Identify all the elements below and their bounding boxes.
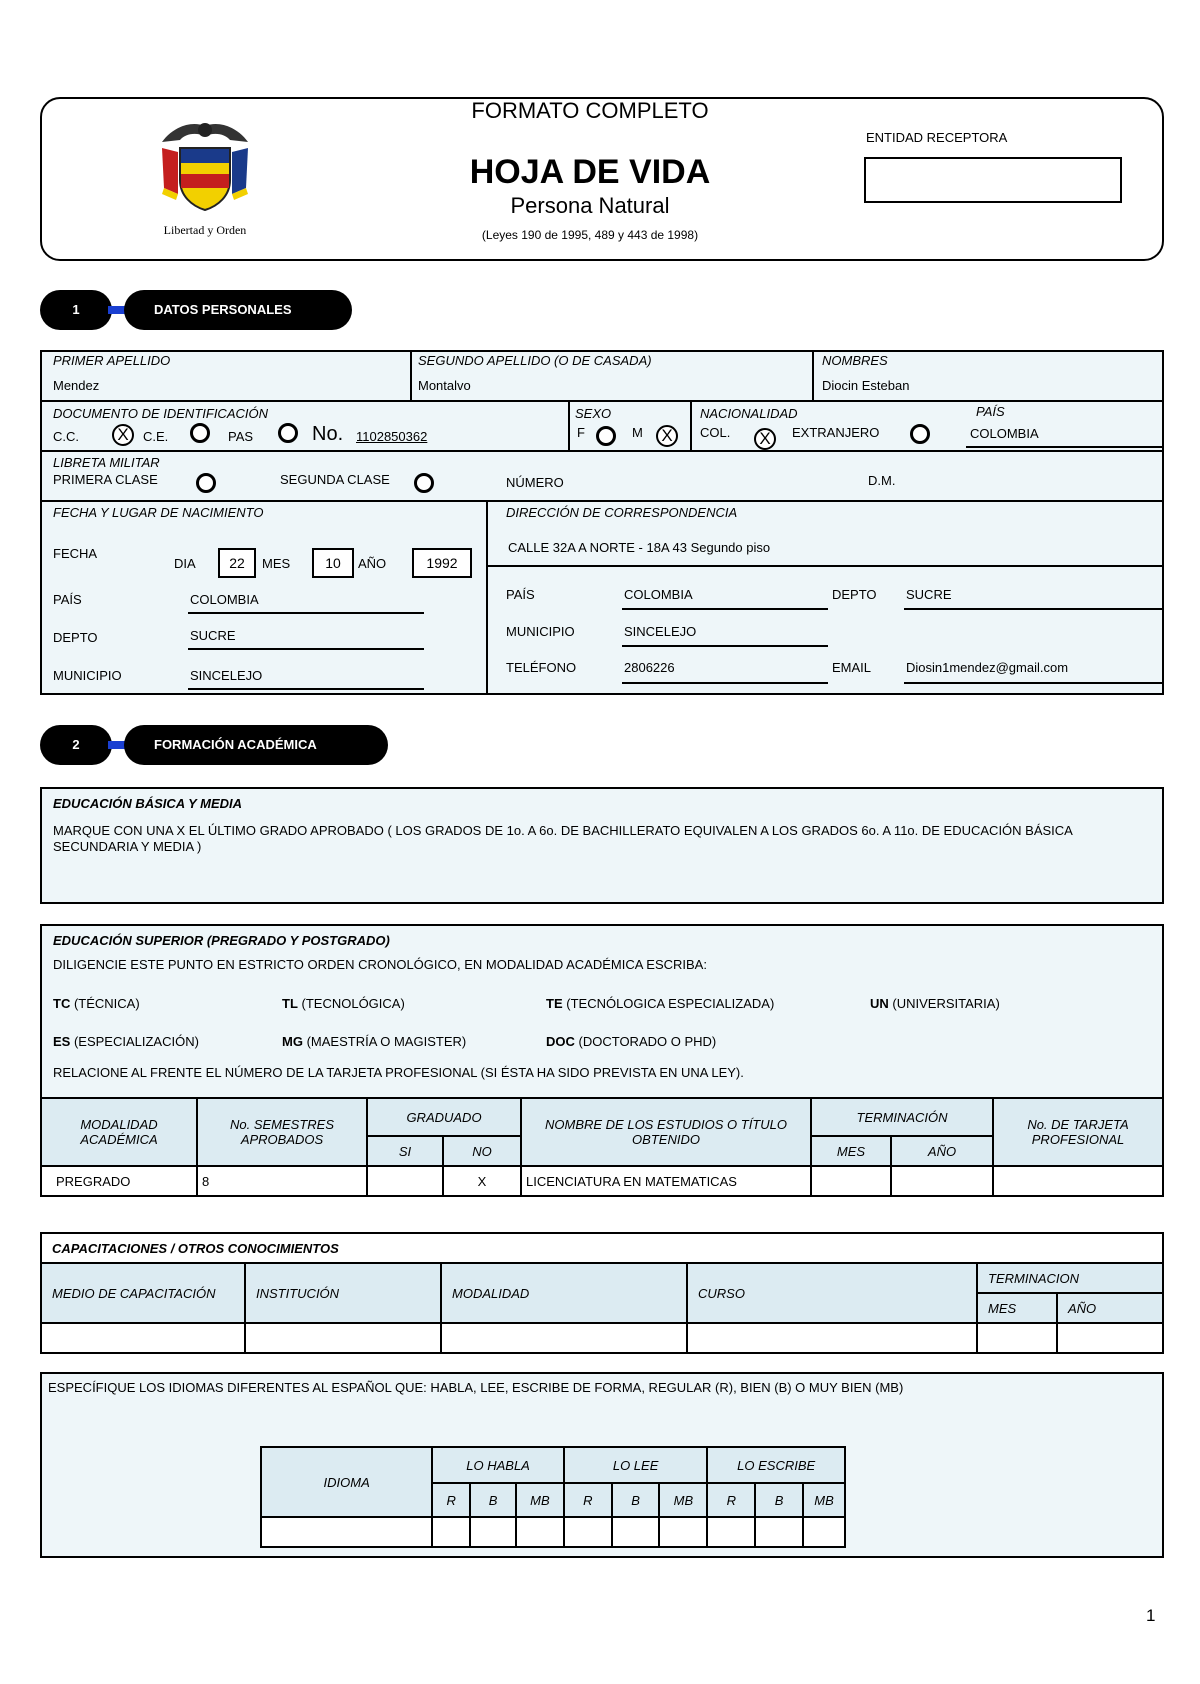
th-habla-b: B — [470, 1483, 516, 1517]
th-habla: LO HABLA — [432, 1447, 564, 1483]
section1-number: 1 — [40, 290, 112, 330]
basic-education-title: EDUCACIÓN BÁSICA Y MEDIA — [53, 796, 243, 811]
mes-label: MES — [262, 556, 291, 571]
dir-municipio-label: MUNICIPIO — [506, 624, 575, 639]
email-label: EMAIL — [832, 660, 872, 675]
cell-mes[interactable] — [811, 1166, 891, 1196]
th-idioma: IDIOMA — [261, 1447, 432, 1517]
pas-radio[interactable] — [278, 423, 298, 443]
table-row — [261, 1517, 845, 1547]
libreta-label: LIBRETA MILITAR — [53, 455, 160, 470]
languages-table — [260, 1446, 846, 1548]
email-value[interactable]: Diosin1mendez@gmail.com — [906, 660, 1069, 675]
pais-value[interactable]: COLOMBIA — [970, 426, 1039, 441]
th-lee-r: R — [564, 1483, 612, 1517]
sexo-m-radio[interactable]: X — [656, 425, 678, 447]
th-semestres: No. SEMESTRES APROBADOS — [197, 1098, 367, 1166]
logo-motto: Libertad y Orden — [163, 223, 247, 237]
direccion-label: DIRECCIÓN DE CORRESPONDENCIA — [506, 505, 738, 520]
cell-si[interactable] — [367, 1166, 443, 1196]
lang-cell[interactable] — [659, 1517, 707, 1547]
tarjeta-text: RELACIONE AL FRENTE EL NÚMERO DE LA TARJETA PROFESIONAL (SI ÉSTA HA SIDO PREVISTA EN UNA LEY). — [53, 1065, 744, 1080]
lang-cell[interactable] — [564, 1517, 612, 1547]
section1-title: DATOS PERSONALES — [124, 290, 352, 330]
th-institucion: INSTITUCIÓN — [245, 1263, 441, 1323]
cell-anio[interactable] — [891, 1166, 993, 1196]
cap-cell[interactable] — [441, 1323, 687, 1353]
dir-pais-value[interactable]: COLOMBIA — [624, 587, 693, 602]
nac-pais-label: PAÍS — [53, 592, 82, 607]
nombres-value[interactable]: Diocin Esteban — [822, 378, 910, 393]
sexo-f-radio[interactable] — [596, 426, 616, 446]
lang-cell[interactable] — [516, 1517, 564, 1547]
th-modalidad: MODALIDAD ACADÉMICA — [41, 1098, 197, 1166]
dia-input[interactable]: 22 — [218, 548, 256, 578]
entity-input[interactable] — [864, 157, 1122, 203]
coat-of-arms-logo — [150, 118, 260, 238]
th-curso: CURSO — [687, 1263, 977, 1323]
th-terminacion: TERMINACIÓN — [811, 1098, 993, 1136]
cell-no[interactable]: X — [443, 1166, 521, 1196]
primera-clase-radio[interactable] — [196, 473, 216, 493]
dm-label: D.M. — [868, 473, 896, 488]
th-escribe-b: B — [755, 1483, 803, 1517]
modalidad-doc: DOC (DOCTORADO O PHD) — [546, 1034, 717, 1049]
th-lee: LO LEE — [564, 1447, 708, 1483]
th-habla-mb: MB — [516, 1483, 564, 1517]
ce-radio[interactable] — [190, 423, 210, 443]
cell-semestres[interactable]: 8 — [197, 1166, 367, 1196]
lang-cell[interactable] — [470, 1517, 516, 1547]
lang-cell[interactable] — [707, 1517, 755, 1547]
telefono-value[interactable]: 2806226 — [624, 660, 675, 675]
col-radio[interactable]: X — [754, 428, 776, 450]
th-graduado: GRADUADO — [367, 1098, 521, 1136]
pas-label: PAS — [228, 429, 254, 444]
lang-cell[interactable] — [755, 1517, 803, 1547]
segunda-clase-label: SEGUNDA CLASE — [280, 472, 390, 487]
m-label: M — [632, 425, 643, 440]
th-escribe-mb: MB — [803, 1483, 845, 1517]
col-label: COL. — [700, 425, 731, 440]
th-terminacion-cap: TERMINACION — [977, 1263, 1163, 1293]
ce-label: C.E. — [143, 429, 169, 444]
dir-depto-label: DEPTO — [832, 587, 877, 602]
th-habla-r: R — [432, 1483, 470, 1517]
cc-radio[interactable]: X — [112, 424, 134, 446]
cap-cell[interactable] — [41, 1323, 245, 1353]
th-lee-mb: MB — [659, 1483, 707, 1517]
extranjero-label: EXTRANJERO — [792, 425, 880, 440]
segundo-apellido-label: SEGUNDO APELLIDO (O DE CASADA) — [418, 353, 652, 368]
modalidad-un: UN (UNIVERSITARIA) — [870, 996, 1000, 1011]
th-mes: MES — [811, 1136, 891, 1166]
th-escribe-r: R — [707, 1483, 755, 1517]
th-mes-cap: MES — [977, 1293, 1057, 1323]
fecha-label: FECHA — [53, 546, 98, 561]
higher-education-table — [40, 1097, 1164, 1197]
primera-clase-label: PRIMERA CLASE — [53, 472, 158, 487]
doc-number-label: No. — [312, 423, 344, 445]
th-no: NO — [443, 1136, 521, 1166]
anio-input[interactable]: 1992 — [412, 548, 472, 578]
anio-label: AÑO — [358, 556, 387, 571]
direccion-value[interactable]: CALLE 32A A NORTE - 18A 43 Segundo piso — [508, 540, 771, 555]
nac-pais-value[interactable]: COLOMBIA — [190, 592, 259, 607]
nac-municipio-value[interactable]: SINCELEJO — [190, 668, 263, 683]
higher-education-text: DILIGENCIE ESTE PUNTO EN ESTRICTO ORDEN CRONOLÓGICO, EN MODALIDAD ACADÉMICA ESCRIBA: — [53, 957, 707, 972]
nac-depto-value[interactable]: SUCRE — [190, 628, 236, 643]
dir-depto-value[interactable]: SUCRE — [906, 587, 952, 602]
doc-number-value[interactable]: 1102850362 — [356, 429, 428, 444]
nacionalidad-label: NACIONALIDAD — [700, 406, 798, 421]
lang-cell[interactable] — [803, 1517, 845, 1547]
lang-cell[interactable] — [612, 1517, 660, 1547]
primer-apellido-value[interactable]: Mendez — [53, 378, 100, 393]
modalidad-es: ES (ESPECIALIZACIÓN) — [53, 1034, 199, 1049]
cell-nombre[interactable]: LICENCIATURA EN MATEMATICAS — [521, 1166, 811, 1196]
dir-municipio-value[interactable]: SINCELEJO — [624, 624, 697, 639]
th-nombre: NOMBRE DE LOS ESTUDIOS O TÍTULO OBTENIDO — [521, 1098, 811, 1166]
document-title: HOJA DE VIDA — [469, 153, 711, 191]
basic-education-text: MARQUE CON UNA X EL ÚLTIMO GRADO APROBADO ( LOS GRADOS DE 1o. A 6o. DE BACHILLERATO EQUIVALEN A LOS GRADOS 6o. A 11o. DE EDUCACIÓN BÁSICA SECUNDARIA Y MEDIA ) — [53, 823, 1073, 854]
pais-label: PAÍS — [976, 404, 1005, 419]
th-si: SI — [367, 1136, 443, 1166]
nac-municipio-label: MUNICIPIO — [53, 668, 122, 683]
modalidad-te: TE (TECNÓLOGICA ESPECIALIZADA) — [546, 996, 775, 1011]
lang-cell[interactable] — [432, 1517, 470, 1547]
laws-reference: (Leyes 190 de 1995, 489 y 443 de 1998) — [481, 228, 699, 242]
th-anio-cap: AÑO — [1057, 1293, 1163, 1323]
section2-title: FORMACIÓN ACADÉMICA — [124, 725, 388, 765]
extranjero-radio[interactable] — [910, 424, 930, 444]
table-row — [41, 1323, 1163, 1353]
dir-pais-label: PAÍS — [506, 587, 535, 602]
modalidad-tl: TL (TECNOLÓGICA) — [282, 996, 405, 1011]
table-row — [41, 1166, 1163, 1196]
mes-input[interactable]: 10 — [312, 548, 354, 578]
format-title: FORMATO COMPLETO — [471, 98, 709, 123]
segundo-apellido-value[interactable]: Montalvo — [418, 378, 471, 393]
lang-cell[interactable] — [261, 1517, 432, 1547]
capacitaciones-title: CAPACITACIONES / OTROS CONOCIMIENTOS — [41, 1233, 1163, 1263]
nacimiento-label: FECHA Y LUGAR DE NACIMIENTO — [53, 505, 264, 520]
segunda-clase-radio[interactable] — [414, 473, 434, 493]
th-modalidad-cap: MODALIDAD — [441, 1263, 687, 1323]
cap-cell[interactable] — [687, 1323, 977, 1353]
documento-label: DOCUMENTO DE IDENTIFICACIÓN — [53, 406, 268, 421]
th-escribe: LO ESCRIBE — [707, 1447, 845, 1483]
cc-label: C.C. — [53, 429, 79, 444]
entity-label: ENTIDAD RECEPTORA — [866, 130, 1008, 145]
section2-number: 2 — [40, 725, 112, 765]
higher-education-title: EDUCACIÓN SUPERIOR (PREGRADO Y POSTGRADO) — [53, 933, 390, 948]
modalidad-mg: MG (MAESTRÍA O MAGISTER) — [282, 1034, 467, 1049]
languages-instruction: ESPECÍFIQUE LOS IDIOMAS DIFERENTES AL ESPAÑOL QUE: HABLA, LEE, ESCRIBE DE FORMA, REGULAR (R), BIEN (B) O MUY BIEN (MB) — [48, 1380, 904, 1395]
dia-label: DIA — [174, 556, 196, 571]
capacitaciones-table — [40, 1232, 1164, 1354]
th-lee-b: B — [612, 1483, 660, 1517]
document-subtitle: Persona Natural — [510, 193, 670, 218]
numero-label: NÚMERO — [506, 475, 564, 490]
modalidad-tc: TC (TÉCNICA) — [53, 996, 140, 1011]
cell-tarjeta[interactable] — [993, 1166, 1163, 1196]
cap-cell[interactable] — [245, 1323, 441, 1353]
cap-cell[interactable] — [977, 1323, 1057, 1353]
page-number: 1 — [1146, 1606, 1156, 1625]
nac-depto-label: DEPTO — [53, 630, 98, 645]
nombres-label: NOMBRES — [822, 353, 888, 368]
f-label: F — [577, 425, 585, 440]
sexo-label: SEXO — [575, 406, 612, 421]
th-anio: AÑO — [891, 1136, 993, 1166]
telefono-label: TELÉFONO — [506, 660, 577, 675]
primer-apellido-label: PRIMER APELLIDO — [53, 353, 171, 368]
th-tarjeta: No. DE TARJETA PROFESIONAL — [993, 1098, 1163, 1166]
th-medio: MEDIO DE CAPACITACIÓN — [41, 1263, 245, 1323]
cap-cell[interactable] — [1057, 1323, 1163, 1353]
cell-modalidad[interactable]: PREGRADO — [41, 1166, 197, 1196]
